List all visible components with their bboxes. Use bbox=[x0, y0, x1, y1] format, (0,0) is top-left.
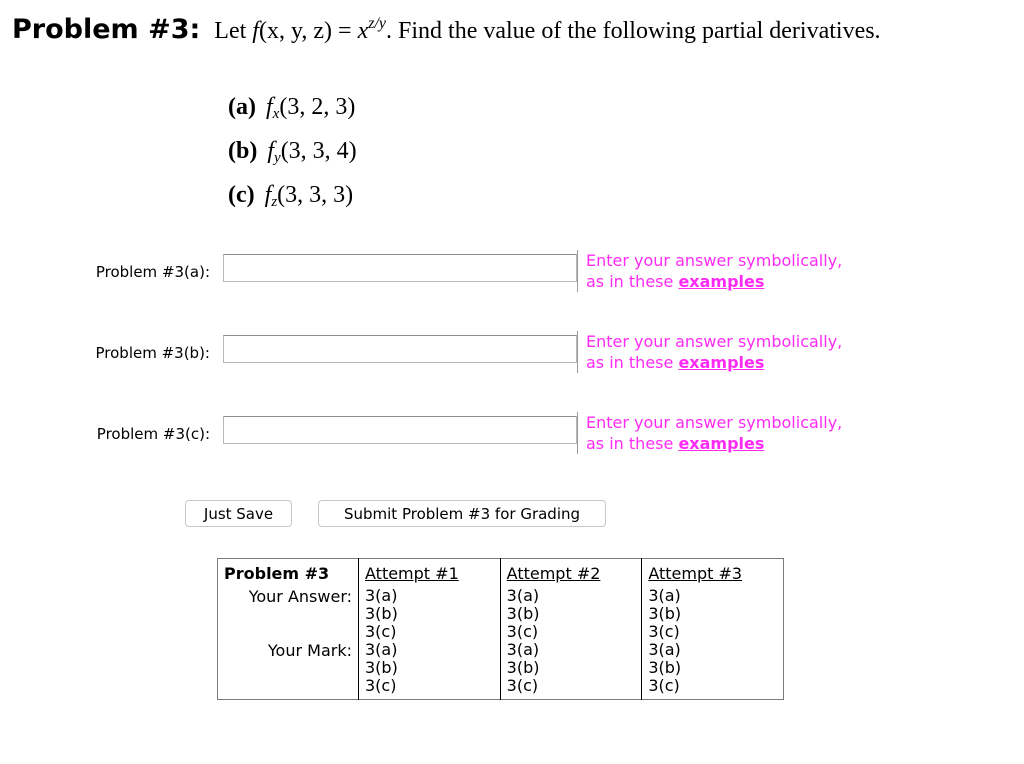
hint-prefix: as in these bbox=[586, 353, 674, 372]
submit-grading-button[interactable]: Submit Problem #3 for Grading bbox=[318, 500, 606, 527]
attempt-2-header bbox=[500, 559, 642, 588]
answer-hint-a bbox=[577, 250, 842, 292]
attempt-1-marks bbox=[359, 641, 501, 700]
attempt-2-answers bbox=[500, 587, 642, 641]
list-item: 3(b) bbox=[365, 604, 398, 623]
exponent: z/y bbox=[368, 15, 387, 32]
answer-label-b: Problem #3(b): bbox=[95, 344, 210, 362]
your-answer-row bbox=[218, 587, 784, 641]
examples-link[interactable]: examples bbox=[678, 272, 765, 291]
function-args: (x, y, z) = bbox=[258, 18, 352, 44]
attempt-1-answers bbox=[359, 587, 501, 641]
attempt-3-link[interactable]: Attempt #3 bbox=[648, 563, 743, 583]
answer-input-c[interactable] bbox=[223, 416, 577, 444]
part-func: f bbox=[264, 182, 272, 208]
list-item: 3(a) bbox=[365, 586, 398, 605]
attempt-3-answers bbox=[642, 587, 784, 641]
list-item: 3(b) bbox=[506, 658, 540, 677]
part-a bbox=[228, 94, 355, 121]
just-save-button[interactable]: Just Save bbox=[185, 500, 292, 527]
part-subscript: x bbox=[272, 106, 280, 122]
hint-text: Enter your answer symbolically, bbox=[586, 413, 843, 432]
list-item: 3(c) bbox=[365, 622, 397, 641]
table-header-row bbox=[218, 559, 784, 588]
list-item: 3(c) bbox=[506, 622, 539, 641]
table-header: Problem #3 bbox=[218, 559, 359, 588]
problem-statement bbox=[214, 15, 881, 45]
list-item: 3(a) bbox=[648, 586, 681, 605]
list-item: 3(c) bbox=[648, 676, 680, 695]
attempt-2-marks bbox=[500, 641, 642, 700]
examples-link[interactable]: examples bbox=[678, 353, 765, 372]
attempts-table bbox=[217, 558, 784, 700]
statement-prefix: Let bbox=[214, 18, 247, 44]
answer-hint-c bbox=[577, 412, 842, 454]
part-subscript: y bbox=[274, 150, 281, 166]
list-item: 3(a) bbox=[506, 640, 540, 659]
part-c bbox=[228, 182, 353, 209]
answer-label-c: Problem #3(c): bbox=[96, 425, 210, 443]
list-item: 3(b) bbox=[365, 658, 398, 677]
hint-prefix: as in these bbox=[586, 434, 674, 453]
part-label: (a) bbox=[228, 94, 256, 120]
your-mark-row bbox=[218, 641, 784, 700]
part-b bbox=[228, 138, 357, 165]
answer-input-a[interactable] bbox=[223, 254, 577, 282]
attempt-3-marks bbox=[642, 641, 784, 700]
your-mark-label: Your Mark: bbox=[218, 641, 359, 700]
attempt-1-header bbox=[359, 559, 501, 588]
attempt-1-link[interactable]: Attempt #1 bbox=[365, 563, 459, 583]
part-label: (c) bbox=[228, 182, 255, 208]
list-item: 3(b) bbox=[648, 604, 682, 623]
part-func: f bbox=[265, 94, 273, 120]
part-point: (3, 2, 3) bbox=[279, 94, 356, 120]
examples-link[interactable]: examples bbox=[678, 434, 765, 453]
part-point: (3, 3, 4) bbox=[280, 138, 357, 164]
hint-text: Enter your answer symbolically, bbox=[586, 251, 843, 270]
hint-prefix: as in these bbox=[586, 272, 674, 291]
answer-input-b[interactable] bbox=[223, 335, 577, 363]
function-name: f bbox=[252, 18, 259, 44]
list-item: 3(c) bbox=[506, 676, 539, 695]
answer-hint-b bbox=[577, 331, 842, 373]
statement-suffix: . Find the value of the following partial derivatives. bbox=[386, 18, 881, 44]
attempt-3-header bbox=[642, 559, 784, 588]
list-item: 3(c) bbox=[365, 676, 397, 695]
part-point: (3, 3, 3) bbox=[277, 182, 354, 208]
part-func: f bbox=[267, 138, 275, 164]
part-subscript: z bbox=[271, 194, 278, 210]
list-item: 3(b) bbox=[506, 604, 540, 623]
list-item: 3(a) bbox=[648, 640, 681, 659]
answer-label-a: Problem #3(a): bbox=[95, 263, 210, 281]
base-variable: x bbox=[357, 18, 369, 44]
list-item: 3(b) bbox=[648, 658, 682, 677]
list-item: 3(a) bbox=[365, 640, 398, 659]
hint-text: Enter your answer symbolically, bbox=[586, 332, 843, 351]
your-answer-label: Your Answer: bbox=[218, 587, 359, 641]
attempt-2-link[interactable]: Attempt #2 bbox=[506, 563, 601, 583]
part-label: (b) bbox=[228, 138, 258, 164]
list-item: 3(c) bbox=[648, 622, 680, 641]
problem-title: Problem #3: bbox=[12, 14, 201, 45]
list-item: 3(a) bbox=[506, 586, 540, 605]
